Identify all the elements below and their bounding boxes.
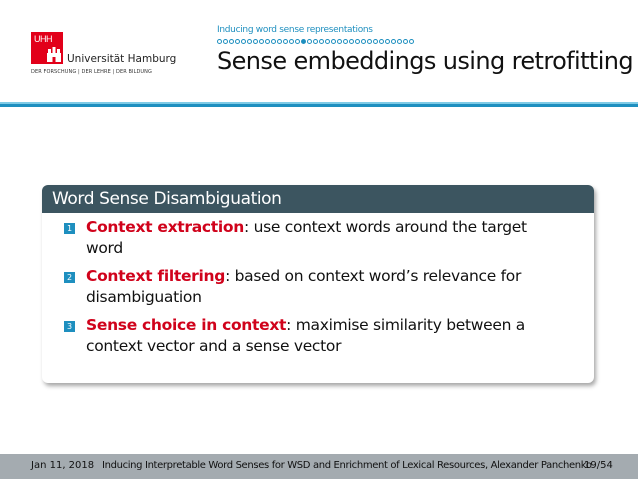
block-title: Word Sense Disambiguation — [42, 185, 594, 213]
slide-dot[interactable] — [349, 39, 354, 44]
slide-dot[interactable] — [355, 39, 360, 44]
item-keyword: Context extraction — [86, 218, 245, 236]
slide-dot[interactable] — [289, 39, 294, 44]
slide-dot[interactable] — [229, 39, 234, 44]
slide-dot[interactable] — [241, 39, 246, 44]
footer-date: Jan 11, 2018 — [31, 460, 95, 471]
list-item — [64, 315, 594, 357]
item-keyword: Sense choice in context — [86, 316, 287, 334]
slide-dot[interactable] — [271, 39, 276, 44]
item-description: : based on context word’s relevance for disambiguation — [86, 267, 522, 306]
slide-dot[interactable] — [313, 39, 318, 44]
item-number-badge: 2 — [64, 272, 75, 283]
logo-mark: UHH — [34, 34, 52, 44]
slide-dot[interactable] — [391, 39, 396, 44]
slide-dot[interactable] — [361, 39, 366, 44]
slide-dot[interactable] — [397, 39, 402, 44]
slide-dot[interactable] — [283, 39, 288, 44]
slide-dot[interactable] — [343, 39, 348, 44]
slide-dot[interactable] — [379, 39, 384, 44]
slide-dot[interactable] — [253, 39, 258, 44]
slide-title: Sense embeddings using retrofitting — [217, 47, 634, 75]
slide-dot[interactable] — [385, 39, 390, 44]
university-logo — [31, 32, 63, 64]
item-number-badge: 1 — [64, 223, 75, 234]
footer-title: Inducing Interpretable Word Senses for WSD and Enrichment of Lexical Resources, Alexander Panchenko — [102, 460, 592, 471]
slide-dot[interactable] — [217, 39, 222, 44]
slide-dot[interactable] — [409, 39, 414, 44]
list-item — [64, 266, 594, 308]
slide-dot[interactable] — [259, 39, 264, 44]
slide-dot[interactable] — [325, 39, 330, 44]
page-number: 19/54 — [584, 460, 613, 471]
item-keyword: Context filtering — [86, 267, 226, 285]
slide-dot[interactable] — [223, 39, 228, 44]
slide-dot[interactable] — [307, 39, 312, 44]
definition-block — [42, 185, 594, 383]
university-tagline: DER FORSCHUNG | DER LEHRE | DER BILDUNG — [31, 69, 152, 75]
item-text — [86, 266, 566, 308]
item-text — [86, 315, 566, 357]
slide-dot[interactable] — [367, 39, 372, 44]
slide-dot[interactable] — [247, 39, 252, 44]
numbered-list — [42, 213, 594, 357]
university-name: Universität Hamburg — [67, 53, 177, 65]
slide-navigation-dots[interactable] — [217, 39, 414, 44]
slide-dot[interactable] — [319, 39, 324, 44]
item-text — [86, 217, 566, 259]
list-item — [64, 217, 594, 259]
footer-bar — [0, 454, 638, 479]
slide-dot[interactable] — [295, 39, 300, 44]
current-slide-dot[interactable] — [301, 39, 306, 44]
slide-dot[interactable] — [331, 39, 336, 44]
slide-dot[interactable] — [235, 39, 240, 44]
castle-icon — [47, 47, 61, 62]
slide-dot[interactable] — [265, 39, 270, 44]
item-number-badge: 3 — [64, 321, 75, 332]
slide-dot[interactable] — [337, 39, 342, 44]
slide-dot[interactable] — [403, 39, 408, 44]
slide-dot[interactable] — [277, 39, 282, 44]
slide-dot[interactable] — [373, 39, 378, 44]
item-description: : maximise similarity between a context vector and a sense vector — [86, 316, 525, 355]
item-description: : use context words around the target word — [86, 218, 527, 257]
header-rule — [0, 104, 638, 107]
section-title[interactable]: Inducing word sense representations — [217, 25, 373, 35]
